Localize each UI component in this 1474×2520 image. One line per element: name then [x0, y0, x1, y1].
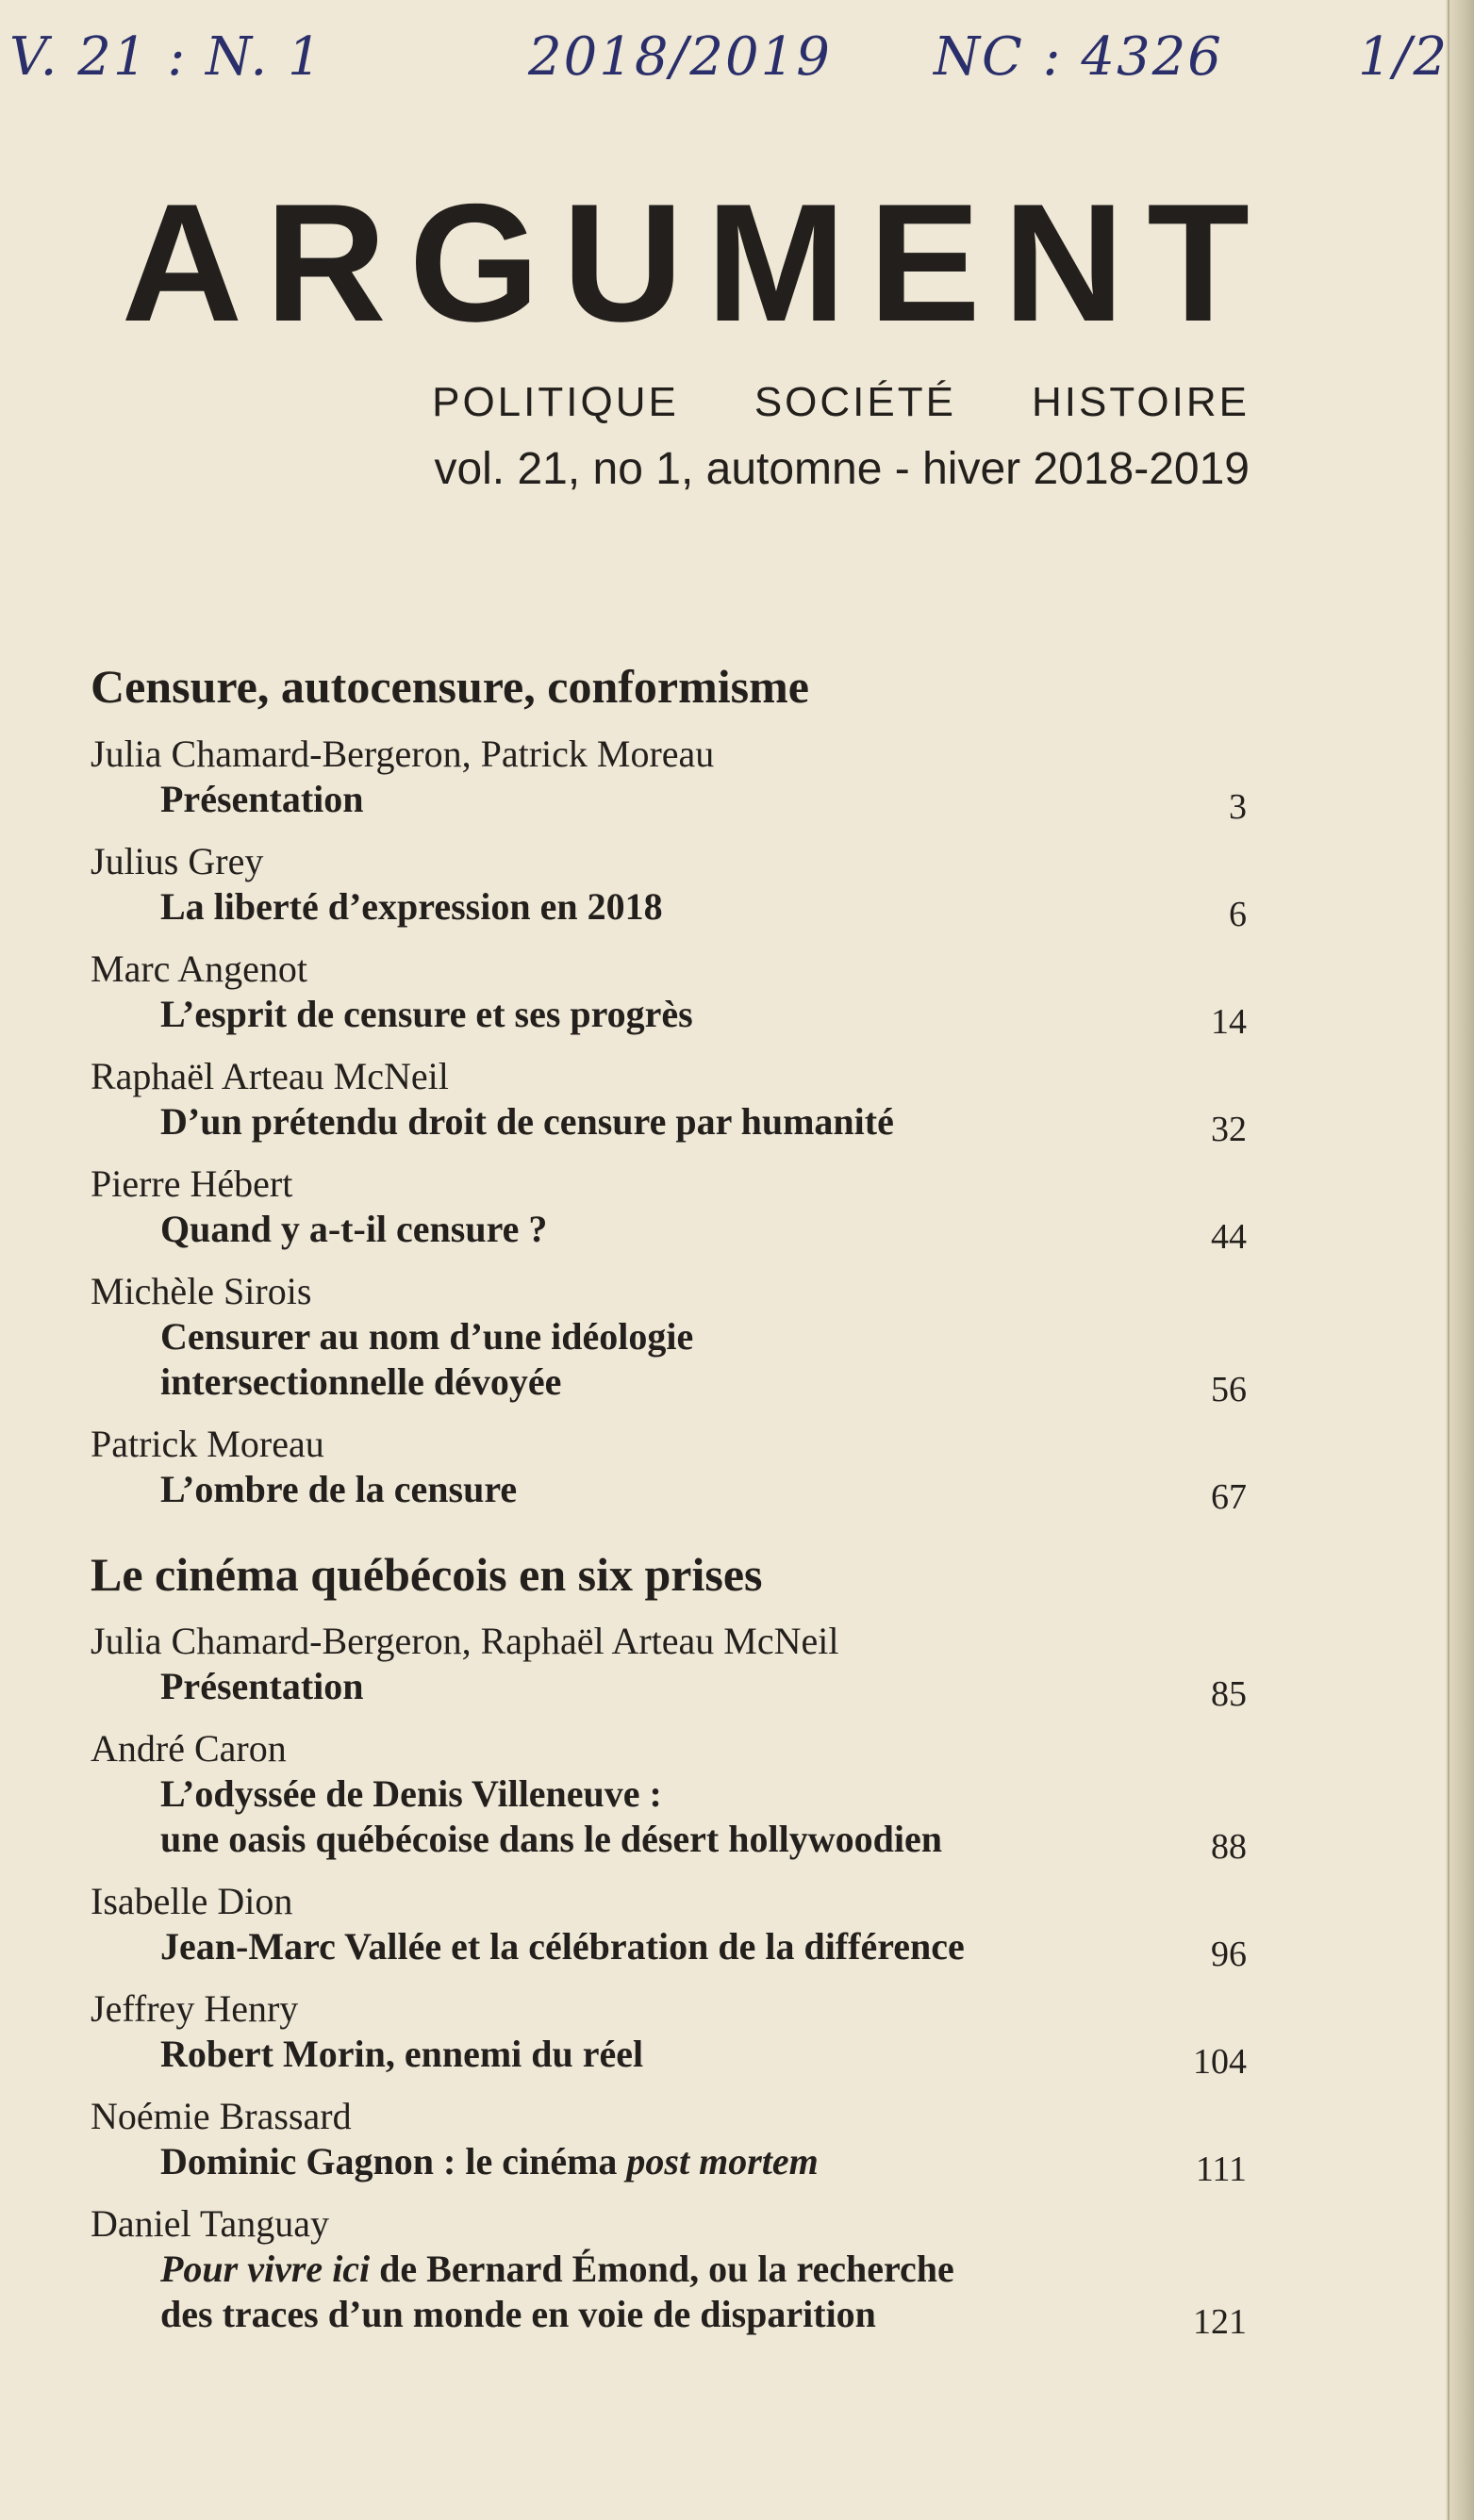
- toc-entry: [91, 947, 1247, 1042]
- entry-page-number: 121: [1193, 2302, 1247, 2343]
- entry-author: Julia Chamard-Bergeron, Raphaël Arteau McNeil: [91, 1620, 839, 1662]
- entry-title-line: L’ombre de la censure: [160, 1467, 518, 1510]
- entry-page-number: 85: [1211, 1674, 1247, 1715]
- handwritten-code-note: NC : 4326: [934, 26, 1223, 88]
- subtitle-societe: SOCIÉTÉ: [754, 379, 956, 425]
- entry-title-row: [91, 1099, 1247, 1149]
- section-title: Censure, autocensure, conformisme: [91, 660, 809, 713]
- toc-entry: [91, 1269, 1247, 1409]
- toc-entry: [91, 1422, 1247, 1517]
- toc-entry: [91, 1054, 1247, 1149]
- entry-title-row: [91, 992, 1247, 1042]
- entry-title: [91, 1924, 965, 1969]
- entry-page-number: 56: [1211, 1369, 1247, 1409]
- entry-author: Michèle Sirois: [91, 1269, 312, 1312]
- subtitle-histoire: HISTOIRE: [1031, 379, 1250, 425]
- entry-title-line: Présentation: [160, 1665, 364, 1707]
- entry-author: Noémie Brassard: [91, 2095, 352, 2137]
- toc-entry: [91, 2201, 1247, 2343]
- entry-title-line: Présentation: [160, 777, 364, 820]
- entry-title-row: [91, 2139, 1247, 2190]
- entry-author: André Caron: [91, 1727, 287, 1770]
- entry-title: [91, 2247, 954, 2337]
- table-of-contents: [91, 660, 1247, 2354]
- entry-title: [91, 1664, 364, 1709]
- entry-page-number: 67: [1211, 1476, 1247, 1517]
- entry-author: Pierre Hébert: [91, 1161, 293, 1205]
- entry-title-line: Jean-Marc Vallée et la célébration de la différence: [160, 1925, 965, 1968]
- entry-title-line: des traces d’un monde en voie de disparition: [160, 2293, 876, 2335]
- entry-title-line: Censurer au nom d’une idéologie: [160, 1314, 694, 1358]
- toc-entry: [91, 1619, 1247, 1715]
- entry-author: Patrick Moreau: [91, 1422, 324, 1465]
- toc-entry: [91, 1986, 1247, 2083]
- page-edge-line: [1448, 0, 1449, 2520]
- entry-title-line: La liberté d’expression en 2018: [160, 884, 663, 928]
- entry-page-number: 14: [1211, 1001, 1247, 1042]
- entry-page-number: 3: [1229, 786, 1247, 827]
- entry-page-number: 104: [1193, 2042, 1247, 2083]
- entry-title-row: [91, 777, 1247, 827]
- entry-title-line: Dominic Gagnon : le cinéma post mortem: [160, 2140, 819, 2182]
- toc-section: [91, 1547, 1247, 2343]
- entry-title-row: [91, 884, 1247, 934]
- entry-title-line: Quand y a-t-il censure ?: [160, 1207, 548, 1250]
- entry-page-number: 44: [1211, 1216, 1247, 1257]
- entry-title: [91, 2032, 643, 2077]
- entry-title-row: [91, 1771, 1247, 1868]
- entry-author: Raphaël Arteau McNeil: [91, 1054, 449, 1097]
- entry-title-row: [91, 2032, 1247, 2083]
- entry-title-line: une oasis québécoise dans le désert hollywoodien: [160, 1818, 942, 1860]
- entry-page-number: 96: [1211, 1935, 1247, 1975]
- toc-entry: [91, 1879, 1247, 1975]
- entry-title-row: [91, 1467, 1247, 1517]
- section-title: Le cinéma québécois en six prises: [91, 1547, 763, 1601]
- entry-title: [91, 2139, 819, 2184]
- journal-title: ARGUMENT: [121, 169, 1272, 356]
- entry-title: [91, 777, 364, 822]
- entry-title-line: D’un prétendu droit de censure par humanité: [160, 1099, 894, 1143]
- entry-title: [91, 1314, 693, 1405]
- entry-title: [91, 1771, 942, 1862]
- entry-title: [91, 992, 693, 1037]
- entry-author: Julia Chamard-Bergeron, Patrick Moreau: [91, 732, 715, 775]
- toc-entry: [91, 732, 1247, 827]
- toc-section: [91, 660, 1247, 1517]
- entry-title-row: [91, 1314, 1247, 1409]
- entry-title-line: Robert Morin, ennemi du réel: [160, 2033, 644, 2075]
- entry-title: [91, 1099, 894, 1145]
- entry-author: Marc Angenot: [91, 947, 307, 990]
- journal-subtitle: [0, 379, 1250, 426]
- entry-title: [91, 1207, 547, 1252]
- handwritten-years-note: 2018/2019: [528, 26, 832, 88]
- handwritten-part-note: 1/2: [1358, 26, 1449, 88]
- entry-page-number: 32: [1211, 1109, 1247, 1149]
- entry-title-line: L’odyssée de Denis Villeneuve :: [160, 1772, 662, 1815]
- handwritten-volume-note: V. 21 : N. 1: [9, 26, 323, 88]
- toc-entry: [91, 2094, 1247, 2190]
- entry-page-number: 6: [1229, 894, 1247, 934]
- entry-title: [91, 884, 663, 930]
- entry-title-row: [91, 1924, 1247, 1975]
- issue-info: vol. 21, no 1, automne - hiver 2018-2019: [434, 444, 1250, 494]
- entry-title-line: L’esprit de censure et ses progrès: [160, 992, 693, 1035]
- entry-author: Daniel Tanguay: [91, 2202, 330, 2245]
- toc-entry: [91, 1726, 1247, 1868]
- masthead: [0, 169, 1272, 495]
- toc-entry: [91, 1161, 1247, 1257]
- toc-entry: [91, 839, 1247, 934]
- entry-title-line: intersectionnelle dévoyée: [160, 1359, 562, 1403]
- subtitle-politique: POLITIQUE: [432, 379, 679, 425]
- entry-title-line: Pour vivre ici de Bernard Émond, ou la recherche: [160, 2248, 954, 2290]
- entry-title-row: [91, 1207, 1247, 1257]
- entry-author: Jeffrey Henry: [91, 1987, 299, 2030]
- entry-author: Isabelle Dion: [91, 1880, 293, 1922]
- entry-page-number: 111: [1195, 2149, 1247, 2190]
- entry-title-row: [91, 2247, 1247, 2343]
- entry-title-row: [91, 1664, 1247, 1715]
- entry-page-number: 88: [1211, 1827, 1247, 1868]
- page-edge-shadow: [1446, 0, 1474, 2520]
- entry-title: [91, 1467, 517, 1512]
- entry-author: Julius Grey: [91, 839, 264, 882]
